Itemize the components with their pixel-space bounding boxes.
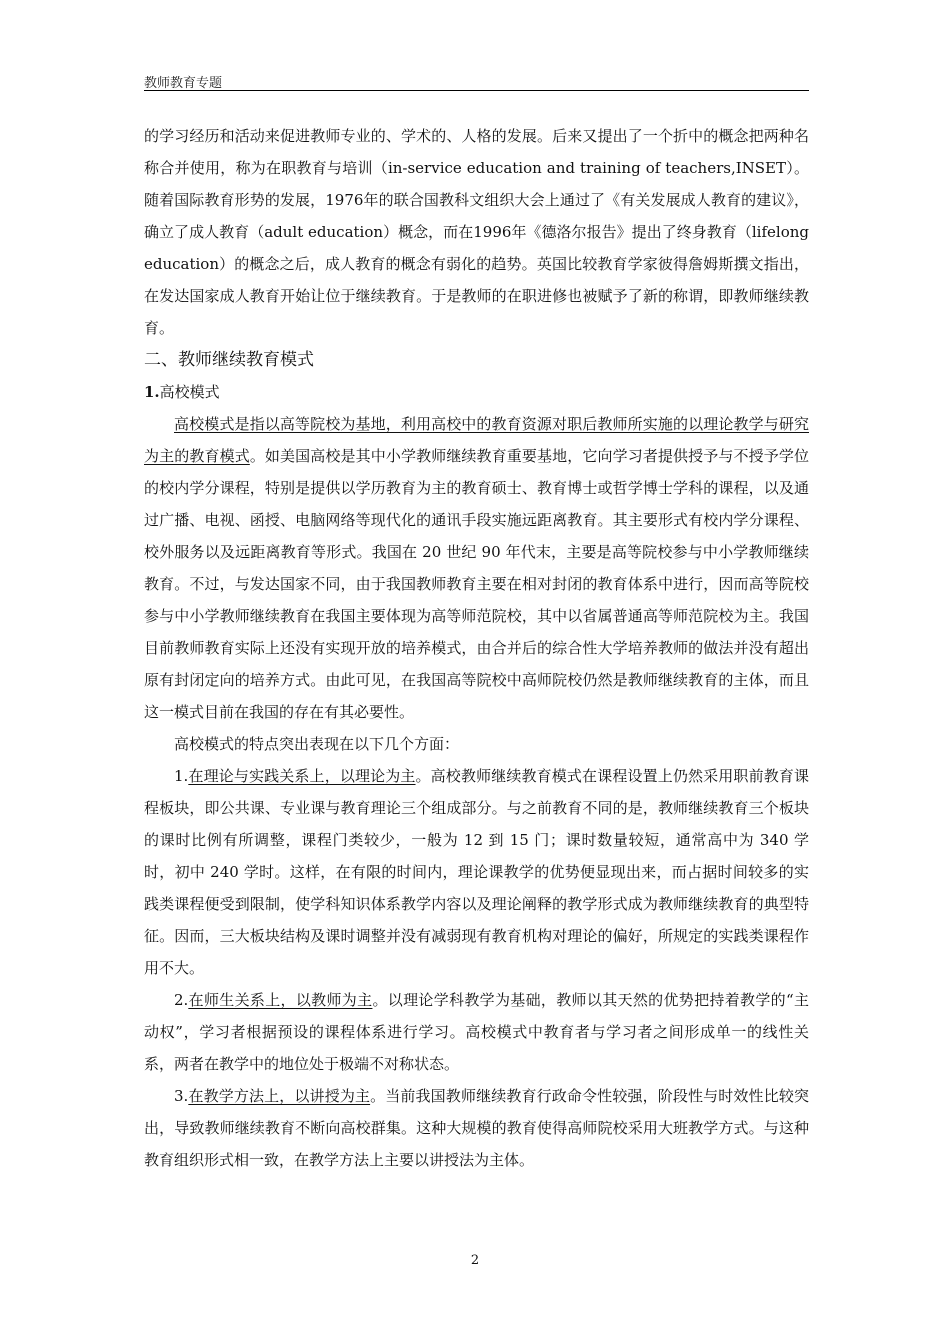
feature-3-number: 3.: [174, 1087, 189, 1105]
header-title: 教师教育专题: [144, 76, 223, 91]
section-heading: 二、教师继续教育模式: [144, 350, 314, 370]
paragraph-feature-1: [144, 760, 809, 984]
feature-1-text: 。高校教师继续教育模式在课程设置上仍然采用职前教育课程板块，即公共课、专业课与教育理论三个组成部分。与之前教育不同的是，教师继续教育三个板块的课时比例有所调整，课程门类较少，一般为 12 到 15 门；课时数量较短，通常高中为 340 学时，初中 240 学时。这样，在有限的时间内，理论课教学的优势便显现出来，而占据时间较多的实践类课程便受到限制，使学科知识体系教学内容以及理论阐释的教学形式成为教师继续教育的典型特征。因而，三大板块结构及课时调整并没有减弱现有教育机构对理论的偏好，所规定的实践类课程作用不大。: [144, 767, 809, 977]
subsection-number: 1.: [144, 383, 160, 401]
subsection-heading: [144, 376, 809, 408]
intro-paragraph: 的学习经历和活动来促进教师专业的、学术的、人格的发展。后来又提出了一个折中的概念把两种名称合并使用，称为在职教育与培训（in-service education and training of teachers,INSET）。随着国际教育形势的发展，1976年的联合国教科文组织大会上通过了《有关发展成人教育的建议》，确立了成人教育（adult education）概念，而在1996年《德洛尔报告》提出了终身教育（lifelong education）的概念之后，成人教育的概念有弱化的趋势。英国比较教育学家彼得詹姆斯撰文指出，在发达国家成人教育开始让位于继续教育。于是教师的在职进修也被赋予了新的称谓，即教师继续教育。: [144, 127, 809, 337]
paragraph-definition: [144, 408, 809, 728]
feature-2-number: 2.: [174, 991, 189, 1009]
feature-3-text: 。当前我国教师继续教育行政命令性较强，阶段性与时效性比较突出，导致教师继续教育不断向高校群集。这种大规模的教育使得高师院校采用大班教学方式。与这种教育组织形式相一致，在教学方法上主要以讲授法为主体。: [144, 1087, 809, 1169]
feature-2-underlined: 在师生关系上，以教师为主: [188, 991, 373, 1009]
paragraph-features-intro: 高校模式的特点突出表现在以下几个方面：: [174, 735, 460, 753]
paragraph-feature-3: [144, 1080, 809, 1176]
document-body: [144, 120, 809, 1176]
page-header: [144, 70, 809, 91]
feature-2-text: 。以理论学科教学为基础，教师以其天然的优势把持着教学的“主动权”，学习者根据预设的课程体系进行学习。高校模式中教育者与学习者之间形成单一的线性关系，两者在教学中的地位处于极端不对称状态。: [144, 991, 809, 1073]
definition-underlined: 高校模式是指以高等院校为基地，利用高校中的教育资源对职后教师所实施的以理论教学与研究为主的教育模式: [144, 415, 809, 465]
paragraph-feature-2: [144, 984, 809, 1080]
subsection-title: 高校模式: [159, 383, 220, 401]
page-number: 2: [470, 1253, 480, 1268]
definition-text: 。如美国高校是其中小学教师继续教育重要基地，它向学习者提供授予与不授予学位的校内学分课程，特别是提供以学历教育为主的教育硕士、教育博士或哲学博士学科的课程，以及通过广播、电视、函授、电脑网络等现代化的通讯手段实施远距离教育。其主要形式有校内学分课程、校外服务以及远距离教育等形式。我国在 20 世纪 90 年代末，主要是高等院校参与中小学教师继续教育。不过，与发达国家不同，由于我国教师教育主要在相对封闭的教育体系中进行，因而高等院校参与中小学教师继续教育在我国主要体现为高等师范院校，其中以省属普通高等师范院校为主。我国目前教师教育实际上还没有实现开放的培养模式，由合并后的综合性大学培养教师的做法并没有超出原有封闭定向的培养方式。由此可见，在我国高等院校中高师院校仍然是教师继续教育的主体，而且这一模式目前在我国的存在有其必要性。: [144, 447, 809, 721]
feature-3-underlined: 在教学方法上，以讲授为主: [188, 1087, 371, 1105]
feature-1-underlined: 在理论与实践关系上，以理论为主: [188, 767, 416, 785]
feature-1-number: 1.: [174, 767, 189, 785]
